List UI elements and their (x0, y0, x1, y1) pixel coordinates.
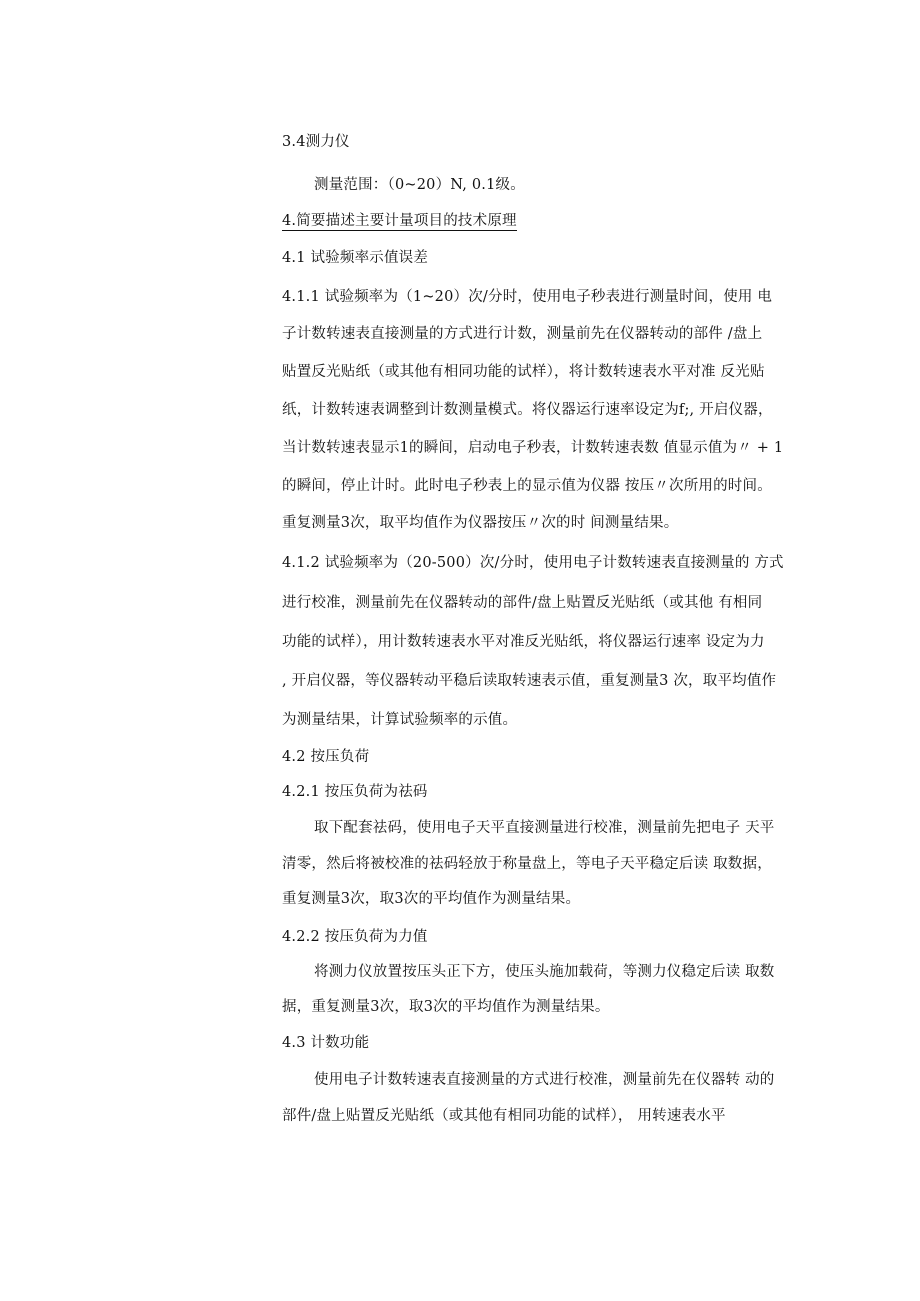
section-4-2-1-title: 4.2.1 按压负荷为祛码 (282, 784, 428, 800)
section-4-1-1-line: 重复测量3次，取平均值作为仪器按压〃次的时 间测量结果。 (282, 515, 679, 531)
section-3-4-range: 测量范围：（0~20）N, 0.1级。 (314, 177, 525, 193)
section-4-2-2-line: 将测力仪放置按压头正下方，使压头施加载荷，等测力仪稳定后读 取数 (314, 964, 775, 980)
section-4-1-2-line: 4.1.2 试验频率为（20-500）次/分时，使用电子计数转速表直接测量的 方式 (282, 555, 784, 571)
section-4-3-title: 4.3 计数功能 (282, 1035, 370, 1051)
section-4-title (282, 211, 517, 231)
section-4-2-2-title: 4.2.2 按压负荷为力值 (282, 929, 428, 945)
section-4-1-1-line: 纸，计数转速表调整到计数测量模式。将仪器运行速率设定为f;, 开启仪器， (282, 402, 773, 418)
section-4-1-1-line: 子计数转速表直接测量的方式进行计数，测量前先在仪器转动的部件 /盘上 (282, 326, 763, 342)
section-4-1-1-line: 的瞬间，停止计时。此时电子秒表上的显示值为仪器 按压〃次所用的时间。 (282, 478, 772, 494)
section-4-3-line: 部件/盘上贴置反光贴纸（或其他有相同功能的试样）， 用转速表水平 (282, 1108, 726, 1124)
section-4-title-text: 4.简要描述主要计量项目的技术原理 (282, 213, 517, 229)
section-4-3-line: 使用电子计数转速表直接测量的方式进行校准，测量前先在仪器转 动的 (314, 1072, 775, 1088)
section-4-1-1-line: 当计数转速表显示1的瞬间，启动电子秒表，计数转速表数 值显示值为〃 + 1 (282, 440, 784, 456)
section-4-2-2-line: 据，重复测量3次，取3次的平均值作为测量结果。 (282, 999, 610, 1015)
section-4-1-1-line: 贴置反光贴纸（或其他有相同功能的试样），将计数转速表水平对准 反光贴 (282, 364, 765, 380)
section-4-1-2-line: 进行校准，测量前先在仪器转动的部件/盘上贴置反光贴纸（或其他 有相同 (282, 595, 763, 611)
section-4-2-title: 4.2 按压负荷 (282, 749, 370, 765)
section-4-1-title: 4.1 试验频率示值误差 (282, 250, 429, 266)
section-4-1-2-line: 为测量结果，计算试验频率的示值。 (282, 712, 518, 728)
section-4-1-2-line: , 开启仪器，等仪器转动平稳后读取转速表示值，重复测量3 次，取平均值作 (282, 673, 777, 689)
section-4-2-1-line: 重复测量3次，取3次的平均值作为测量结果。 (282, 891, 581, 907)
section-3-4-title: 3.4测力仪 (282, 134, 350, 150)
section-4-1-2-line: 功能的试样），用计数转速表水平对准反光贴纸，将仪器运行速率 设定为力 (282, 634, 765, 650)
section-4-2-1-line: 取下配套祛码，使用电子天平直接测量进行校准，测量前先把电子 天平 (314, 820, 775, 836)
section-4-2-1-line: 清零，然后将被校准的祛码轻放于称量盘上，等电子天平稳定后读 取数据， (282, 856, 772, 872)
section-4-1-1-line: 4.1.1 试验频率为（1~20）次/分时，使用电子秒表进行测量时间，使用 电 (282, 289, 773, 305)
